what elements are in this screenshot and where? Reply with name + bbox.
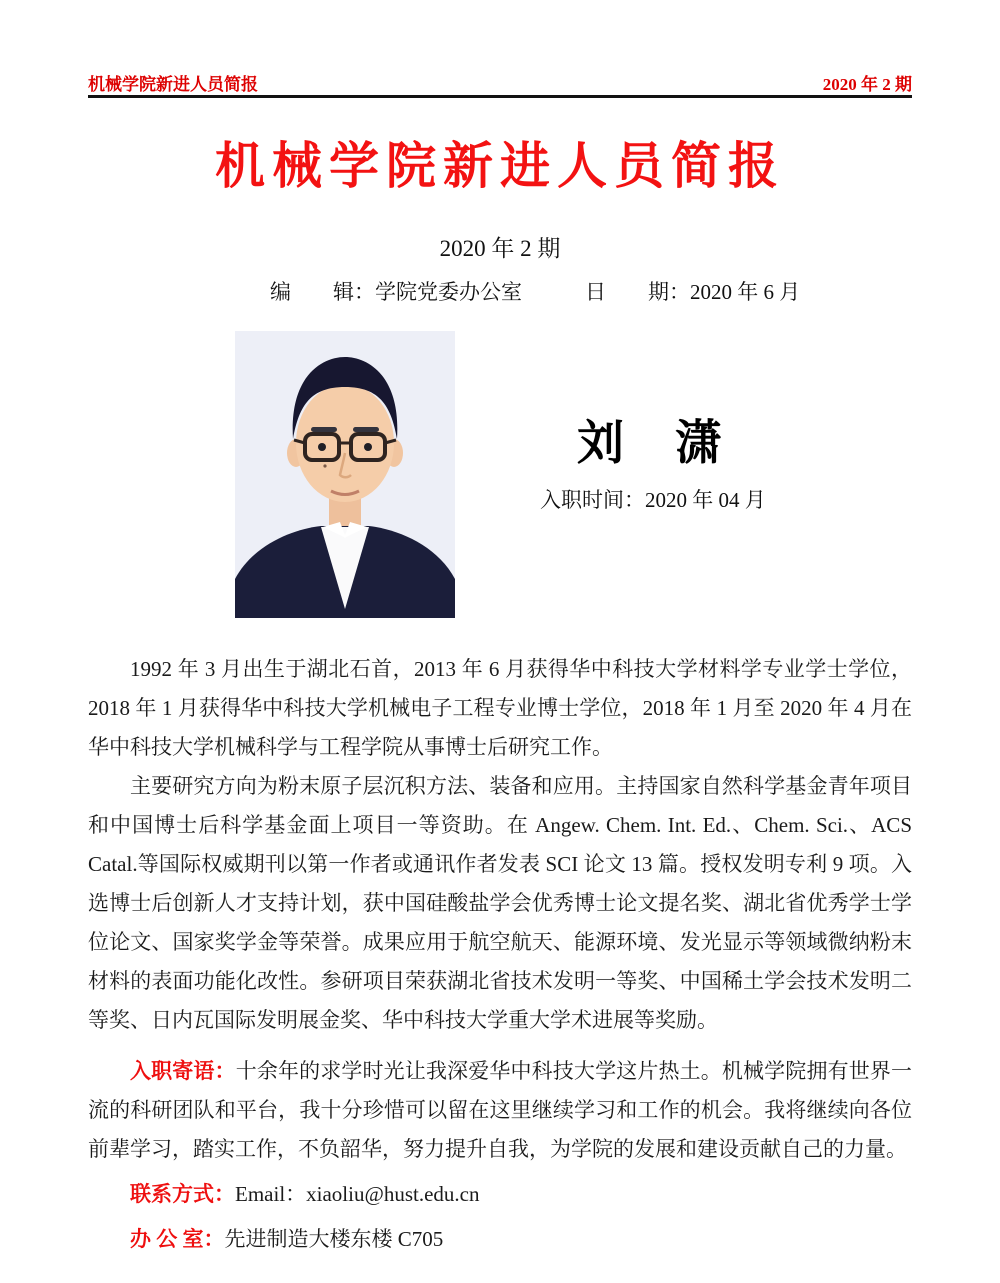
office-line [88,1220,912,1259]
hire-date: 入职时间：2020 年 04 月 [540,488,766,512]
editor-field: 编 辑：学院党委办公室 [270,280,522,304]
message-label: 入职寄语： [130,1059,236,1083]
page-header [88,70,912,95]
message-text: 十余年的求学时光让我深爱华中科技大学这片热土。机械学院拥有世界一流的科研团队和平台，我十分珍惜可以留在这里继续学习和工作的机会。我将继续向各位前辈学习，踏实工作，不负韶华，努力提升自我，为学院的发展和建设贡献自己的力量。 [88,1059,913,1161]
body-text [88,650,912,1259]
date-field: 日 期：2020 年 6 月 [585,280,801,304]
header-left-title: 机械学院新进人员简报 [88,75,258,94]
contact-email: Email：xiaoliu@hust.edu.cn [235,1182,480,1206]
portrait-illustration [235,331,455,618]
office-label: 办 公 室： [130,1227,225,1251]
header-issue-number: 2020 年 2 期 [822,75,912,94]
portrait-photo [235,331,455,618]
contact-line [88,1175,912,1214]
office-value: 先进制造大楼东楼 C705 [224,1227,444,1251]
research-paragraph: 主要研究方向为粉末原子层沉积方法、装备和应用。主持国家自然科学基金青年项目和中国博士后科学基金面上项目一等资助。在 Angew. Chem. Int. Ed.、Chem. Sci.、ACS Catal.等国际权威期刊以第一作者或通讯作者发表 SCI 论文 13 篇。授权发明专利 9 项。入选博士后创新人才支持计划，获中国硅酸盐学会优秀博士论文提名奖、湖北省优秀学士学位论文、国家奖学金等荣誉。成果应用于航空航天、能源环境、发光显示等领域微纳粉末材料的表面功能化改性。参研项目荣获湖北省技术发明一等奖、中国稀土学会技术发明二等奖、日内瓦国际发明展金奖、华中科技大学重大学术进展等奖励。 [88,774,912,1032]
page-title: 机械学院新进人员简报 [215,138,785,194]
message-paragraph [88,1052,912,1169]
person-name: 刘 潇 [577,418,724,470]
header-rule [88,95,912,98]
issue-line: 2020 年 2 期 [439,236,561,261]
contact-label: 联系方式： [130,1182,235,1206]
bio-paragraph: 1992 年 3 月出生于湖北石首，2013 年 6 月获得华中科技大学材料学专业学士学位，2018 年 1 月获得华中科技大学机械电子工程专业博士学位，2018 年 1 月至 2020 年 4 月在华中科技大学机械科学与工程学院从事博士后研究工作。 [88,657,912,759]
